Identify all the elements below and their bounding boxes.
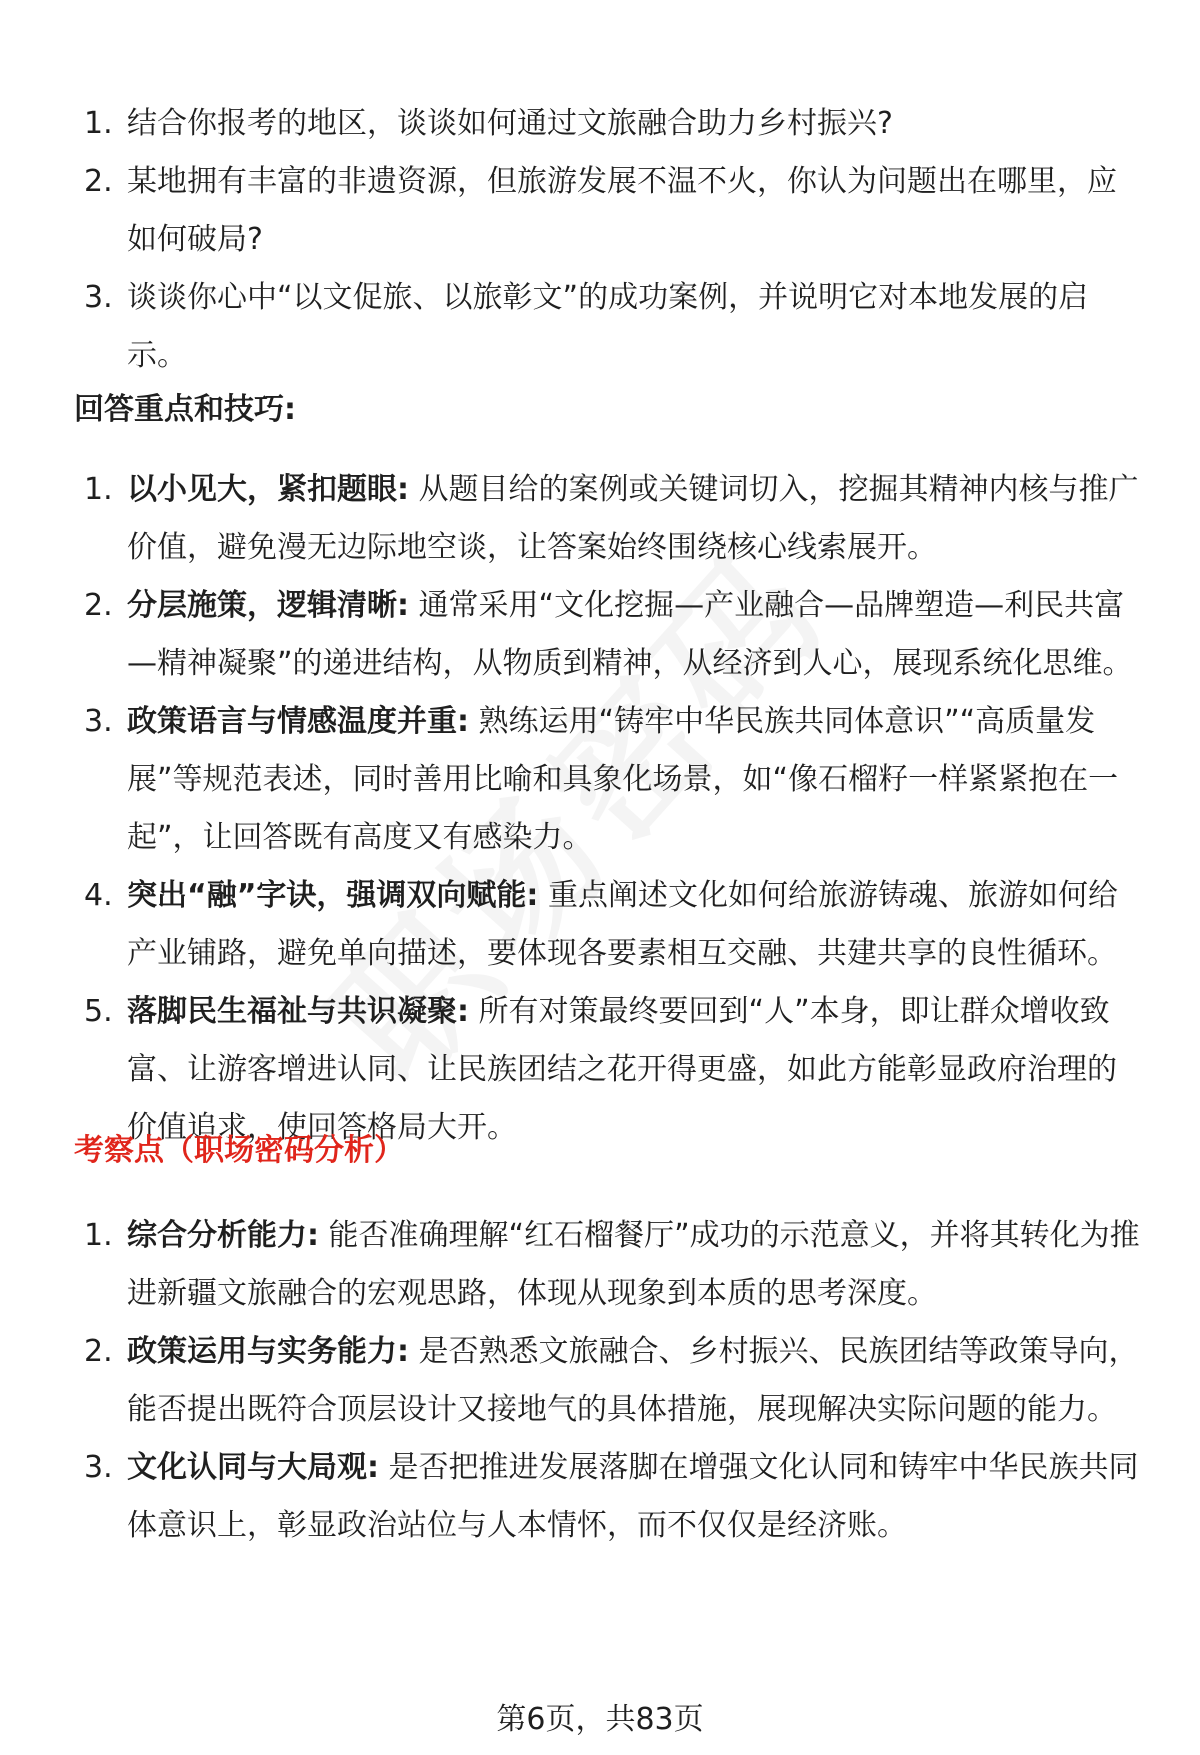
list-number: 1.	[84, 106, 113, 141]
tip-item	[0, 577, 1200, 693]
point-item	[0, 1323, 1200, 1439]
tip-lead: 政策语言与情感温度并重:	[127, 704, 469, 739]
tip-text: 从题目给的案例或关键词切入，挖掘其精神内核与推广价值，避免漫无边际地空谈，让答案始终围绕核心线索展开。	[127, 472, 1139, 565]
point-lead: 文化认同与大局观:	[127, 1450, 379, 1485]
list-number: 1.	[84, 1218, 113, 1253]
point-item	[0, 1207, 1200, 1323]
points-list	[0, 1207, 1200, 1555]
tip-lead: 分层施策，逻辑清晰:	[127, 588, 409, 623]
question-text: 谈谈你心中“以文促旅、以旅彰文”的成功案例，并说明它对本地发展的启示。	[127, 280, 1089, 373]
tips-heading: 回答重点和技巧:	[74, 392, 296, 427]
page-footer: 第6页，共83页	[496, 1702, 704, 1737]
points-heading: 考察点（职场密码分析）	[74, 1133, 404, 1168]
list-number: 1.	[84, 472, 113, 507]
tip-lead: 落脚民生福祉与共识凝聚:	[127, 994, 469, 1029]
list-number: 4.	[84, 878, 113, 913]
question-item	[0, 153, 1200, 269]
question-text: 某地拥有丰富的非遗资源，但旅游发展不温不火，你认为问题出在哪里，应如何破局?	[127, 164, 1117, 257]
tip-item	[0, 461, 1200, 577]
list-number: 2.	[84, 588, 113, 623]
tips-list	[0, 461, 1200, 1157]
tip-lead: 突出“融”字诀，强调双向赋能:	[127, 878, 539, 913]
question-item	[0, 95, 1200, 153]
point-item	[0, 1439, 1200, 1555]
tip-item	[0, 867, 1200, 983]
question-list	[0, 95, 1200, 385]
tip-item	[0, 693, 1200, 867]
point-text: 是否把推进发展落脚在增强文化认同和铸牢中华民族共同体意识上，彰显政治站位与人本情怀，而不仅仅是经济账。	[127, 1450, 1139, 1543]
point-lead: 政策运用与实务能力:	[127, 1334, 409, 1369]
question-text: 结合你报考的地区，谈谈如何通过文旅融合助力乡村振兴?	[127, 106, 893, 141]
list-number: 3.	[84, 704, 113, 739]
question-item	[0, 269, 1200, 385]
list-number: 2.	[84, 164, 113, 199]
tip-text: 所有对策最终要回到“人”本身，即让群众增收致富、让游客增进认同、让民族团结之花开得更盛，如此方能彰显政府治理的价值追求，使回答格局大开。	[127, 994, 1117, 1145]
tip-text: 通常采用“文化挖掘—产业融合—品牌塑造—利民共富—精神凝聚”的递进结构，从物质到精神，从经济到人心，展现系统化思维。	[127, 588, 1133, 681]
tip-lead: 以小见大，紧扣题眼:	[127, 472, 409, 507]
list-number: 3.	[84, 280, 113, 315]
point-text: 是否熟悉文旅融合、乡村振兴、民族团结等政策导向，能否提出既符合顶层设计又接地气的具体措施，展现解决实际问题的能力。	[127, 1334, 1139, 1427]
list-number: 5.	[84, 994, 113, 1029]
list-number: 2.	[84, 1334, 113, 1369]
point-lead: 综合分析能力:	[127, 1218, 319, 1253]
list-number: 3.	[84, 1450, 113, 1485]
tip-text: 重点阐述文化如何给旅游铸魂、旅游如何给产业铺路，避免单向描述，要体现各要素相互交融、共建共享的良性循环。	[127, 878, 1118, 971]
tip-text: 熟练运用“铸牢中华民族共同体意识”“高质量发展”等规范表述，同时善用比喻和具象化场景，如“像石榴籽一样紧紧抱在一起”，让回答既有高度又有感染力。	[127, 704, 1119, 855]
point-text: 能否准确理解“红石榴餐厅”成功的示范意义，并将其转化为推进新疆文旅融合的宏观思路，体现从现象到本质的思考深度。	[127, 1218, 1140, 1311]
